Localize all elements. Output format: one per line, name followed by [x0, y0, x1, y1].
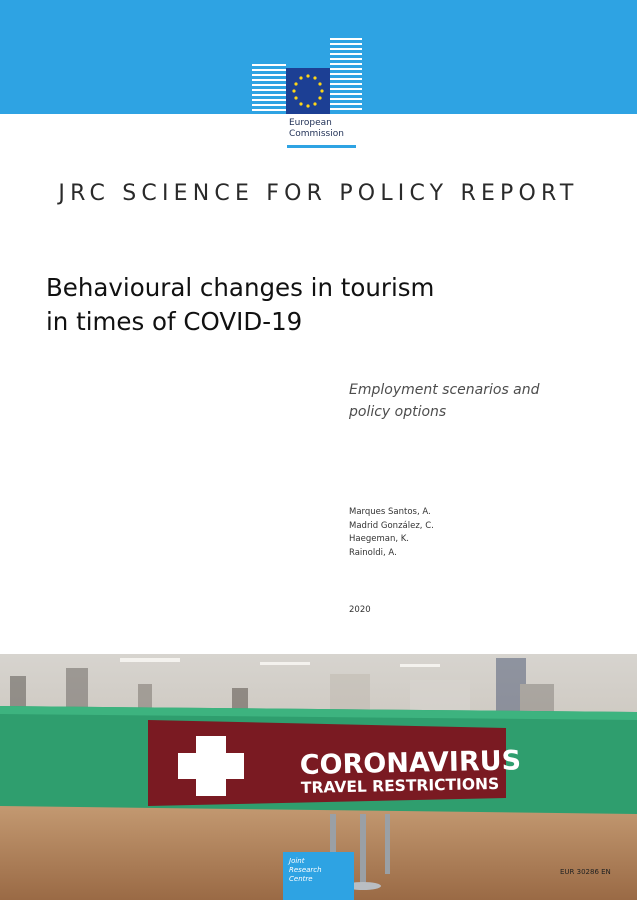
commission-line2: Commission — [289, 129, 344, 139]
report-title — [46, 271, 506, 339]
title-line-1: Behavioural changes in tourism — [46, 273, 435, 302]
title-line-2: in times of COVID-19 — [46, 307, 303, 336]
commission-line1: European — [289, 118, 332, 128]
subtitle-line-2: policy options — [349, 404, 447, 420]
author: Haegeman, K. — [349, 534, 410, 544]
commission-name — [289, 118, 344, 140]
jrc-line1: Joint — [289, 857, 305, 865]
subtitle-line-1: Employment scenarios and — [349, 382, 540, 398]
jrc-label — [283, 852, 354, 900]
report-number: EUR 30286 EN — [560, 868, 611, 876]
banner-line-1: CORONAVIRUS — [299, 745, 522, 781]
author-list — [349, 506, 434, 560]
author: Rainoldi, A. — [349, 547, 397, 558]
author: Madrid González, C. — [349, 520, 434, 531]
author: Marques Santos, A. — [349, 507, 431, 517]
banner-line-2: TRAVEL RESTRICTIONS — [300, 774, 500, 797]
report-series: JRC SCIENCE FOR POLICY REPORT — [58, 181, 579, 206]
publication-year: 2020 — [349, 605, 371, 615]
jrc-line2: Research — [289, 866, 322, 874]
jrc-line3: Centre — [289, 875, 313, 883]
logo-underline — [287, 145, 356, 148]
report-subtitle — [349, 379, 579, 423]
